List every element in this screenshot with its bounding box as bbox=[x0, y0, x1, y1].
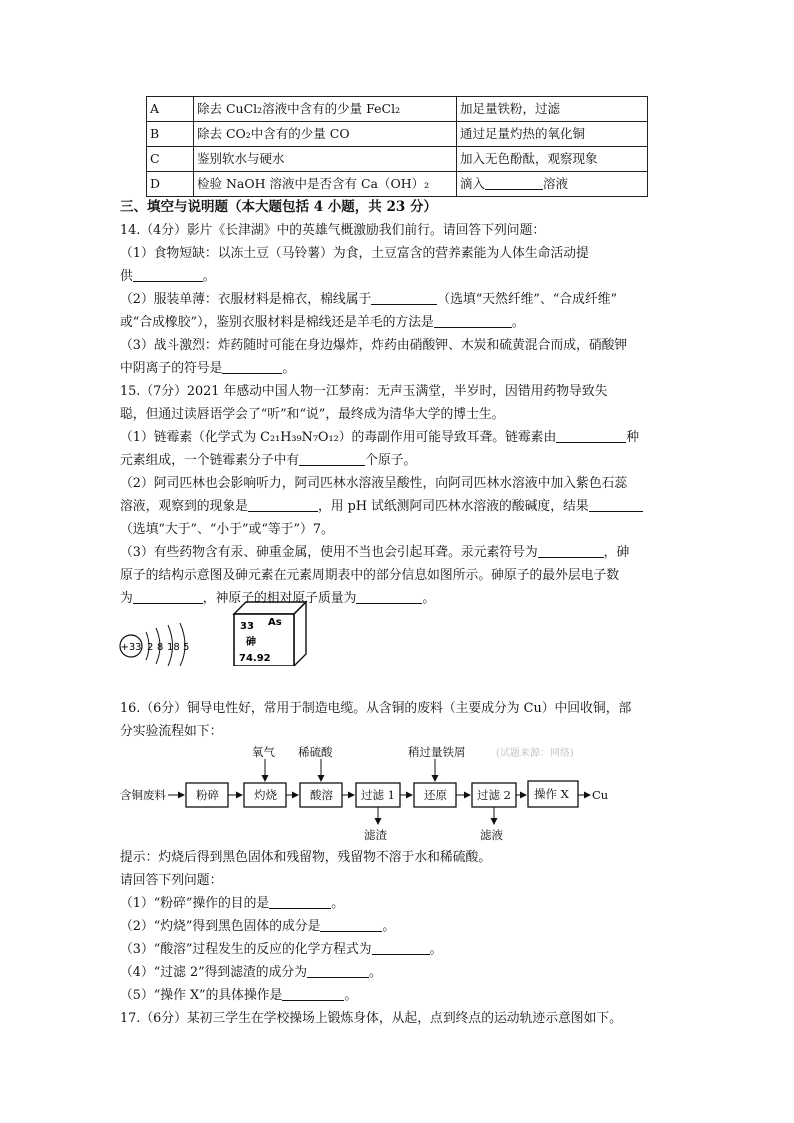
answer-blank[interactable] bbox=[485, 175, 543, 190]
table-row bbox=[147, 97, 648, 122]
flow-step: 还原 bbox=[424, 788, 447, 802]
q15-part2-cont: 溶液，观察到的现象是 ，用 pH 试纸测阿司匹林水溶液的酸碱度，结果 bbox=[120, 495, 680, 518]
q14-stem: 14.（4分）影片《长津湖》中的英雄气概激励我们前行。请回答下列问题： bbox=[120, 223, 546, 238]
flow-step: 粉碎 bbox=[196, 788, 219, 802]
arsenic-figure bbox=[118, 598, 318, 666]
q16-ask: 请回答下列问题： bbox=[120, 873, 223, 888]
flow-step: 酸溶 bbox=[310, 788, 333, 802]
q15-part2-end: （选填“大于”、“小于”或“等于”）7。 bbox=[120, 522, 334, 537]
table-row bbox=[147, 172, 648, 197]
section-three bbox=[120, 196, 680, 610]
q16-part5: （5）“操作 X”的具体操作是 。 bbox=[120, 988, 358, 1003]
options-table bbox=[146, 96, 648, 197]
q15-part1: （1）链霉素（化学式为 C₂₁H₃₉N₇O₁₂）的毒副作用可能导致耳聋。链霉素由 种 bbox=[120, 430, 640, 445]
row-item: 除去 CuCl₂溶液中含有的少量 FeCl₂ bbox=[194, 97, 457, 122]
element-symbol: As bbox=[268, 617, 282, 628]
q15-stem: 15.（7分）2021 年感动中国人物一江梦南：无声玉满堂，半岁时，因错用药物导致失 bbox=[120, 384, 608, 399]
q15-stem-cont: 聪，但通过读唇语学会了“听”和“说”，最终成为清华大学的博士生。 bbox=[120, 407, 505, 422]
nucleus-charge: +33 bbox=[120, 642, 142, 653]
row-label: C bbox=[147, 147, 194, 172]
flow-output-filtrate: 滤液 bbox=[480, 828, 503, 842]
flow-input-acid: 稀硫酸 bbox=[298, 745, 333, 759]
answer-blank[interactable] bbox=[307, 963, 369, 978]
table-row bbox=[147, 147, 648, 172]
row-method: 通过足量灼热的氧化铜 bbox=[457, 122, 648, 147]
q15-part1-cont: 元素组成，一个链霉素分子中有 个原子。 bbox=[120, 453, 417, 468]
shell-count: 5 bbox=[183, 642, 190, 653]
row-item: 检验 NaOH 溶液中是否含有 Ca（OH）₂ bbox=[194, 172, 457, 197]
flow-step: 过滤 2 bbox=[477, 788, 511, 802]
q16-questions bbox=[120, 846, 680, 1030]
atomic-mass: 74.92 bbox=[239, 653, 271, 664]
q16-part3: （3）“酸溶”过程发生的反应的化学方程式为 。 bbox=[120, 942, 443, 957]
q16-stem-cont: 分实验流程如下： bbox=[120, 724, 223, 739]
answer-blank[interactable] bbox=[299, 451, 365, 466]
q15-part3-end: 为 ，神原子的相对原子质量为 。 bbox=[120, 591, 436, 606]
row-label: D bbox=[147, 172, 194, 197]
flow-start: 含铜废料 bbox=[120, 788, 166, 802]
answer-blank[interactable] bbox=[371, 290, 437, 305]
q16-part1: （1）“粉碎”操作的目的是 。 bbox=[120, 896, 344, 911]
row-item: 鉴别软水与硬水 bbox=[194, 147, 457, 172]
q14-part1: （1）食物短缺：以冻土豆（马铃薯）为食，土豆富含的营养素能为人体生命活动提 bbox=[120, 246, 589, 261]
atomic-number: 33 bbox=[240, 621, 254, 632]
answer-blank[interactable] bbox=[320, 917, 382, 932]
copper-flowchart bbox=[118, 744, 618, 844]
row-method: 滴入 溶液 bbox=[457, 172, 648, 197]
row-label: B bbox=[147, 122, 194, 147]
q14-part2: （2）服装单薄：衣服材料是棉衣，棉线属于 （选填“天然纤维”、“合成纤维” bbox=[120, 292, 618, 307]
q15-part2: （2）阿司匹林也会影响听力，阿司匹林水溶液呈酸性，向阿司匹林水溶液中加入紫色石蕊 bbox=[120, 476, 628, 491]
flow-output-residue: 滤渣 bbox=[364, 828, 387, 842]
row-label: A bbox=[147, 97, 194, 122]
row-item: 除去 CO₂中含有的少量 CO bbox=[194, 122, 457, 147]
flow-step: 过滤 1 bbox=[361, 788, 395, 802]
element-name: 砷 bbox=[246, 637, 256, 648]
q14-part2-cont: 或“合成橡胶”），鉴别衣服材料是棉线还是羊毛的方法是 。 bbox=[120, 315, 525, 330]
flow-step: 操作 X bbox=[534, 787, 569, 801]
q16-hint: 提示：灼烧后得到黑色固体和残留物，残留物不溶于水和稀硫酸。 bbox=[120, 850, 492, 865]
answer-blank[interactable] bbox=[356, 589, 422, 604]
answer-blank[interactable] bbox=[248, 497, 318, 512]
answer-blank[interactable] bbox=[282, 986, 344, 1001]
periodic-cell bbox=[234, 602, 306, 666]
answer-blank[interactable] bbox=[133, 267, 203, 282]
q16-intro bbox=[120, 697, 680, 743]
flow-input-oxygen: 氧气 bbox=[252, 745, 275, 759]
row-method: 加入无色酚酞，观察现象 bbox=[457, 147, 648, 172]
q17-stem: 17.（6分）某初三学生在学校操场上锻炼身体，从起，点到终点的运动轨迹示意图如下。 bbox=[120, 1011, 622, 1026]
shell-count: 8 bbox=[157, 642, 164, 653]
answer-blank[interactable] bbox=[269, 894, 331, 909]
answer-blank[interactable] bbox=[434, 313, 512, 328]
flow-end: Cu bbox=[592, 788, 609, 802]
answer-blank[interactable] bbox=[372, 940, 430, 955]
flow-step: 灼烧 bbox=[254, 788, 277, 802]
q16-part2: （2）“灼烧”得到黑色固体的成分是 。 bbox=[120, 919, 396, 934]
shell-count: 2 bbox=[147, 642, 154, 653]
answer-blank[interactable] bbox=[589, 497, 643, 512]
shell-count: 18 bbox=[167, 642, 180, 653]
q14-part1-cont: 供 。 bbox=[120, 269, 216, 284]
q14-part3: （3）战斗激烈：炸药随时可能在身边爆炸，炸药由硝酸钾、木炭和硫黄混合而成，硝酸钾 bbox=[120, 338, 628, 353]
section-title: 三、填空与说明题（本大题包括 4 小题，共 23 分） bbox=[120, 199, 437, 215]
row-method: 加足量铁粉，过滤 bbox=[457, 97, 648, 122]
flow-input-iron: 稍过量铁屑 bbox=[408, 745, 466, 759]
q16-part4: （4）“过滤 2”得到滤渣的成分为 。 bbox=[120, 965, 382, 980]
q15-part3-cont: 原子的结构示意图及砷元素在元素周期表中的部分信息如图所示。砷原子的最外层电子数 bbox=[120, 568, 620, 583]
q14-part3-cont: 中阴离子的符号是 。 bbox=[120, 361, 296, 376]
answer-blank[interactable] bbox=[556, 428, 626, 443]
q15-part3: （3）有些药物含有汞、砷重金属，使用不当也会引起耳聋。汞元素符号为 ，砷 bbox=[120, 545, 630, 560]
q16-stem: 16.（6分）铜导电性好，常用于制造电缆。从含铜的废料（主要成分为 Cu）中回收铜，部 bbox=[120, 701, 632, 716]
answer-blank[interactable] bbox=[538, 543, 604, 558]
answer-blank[interactable] bbox=[222, 359, 282, 374]
watermark-text: (试题来源：网络) bbox=[496, 748, 574, 759]
table-row bbox=[147, 122, 648, 147]
